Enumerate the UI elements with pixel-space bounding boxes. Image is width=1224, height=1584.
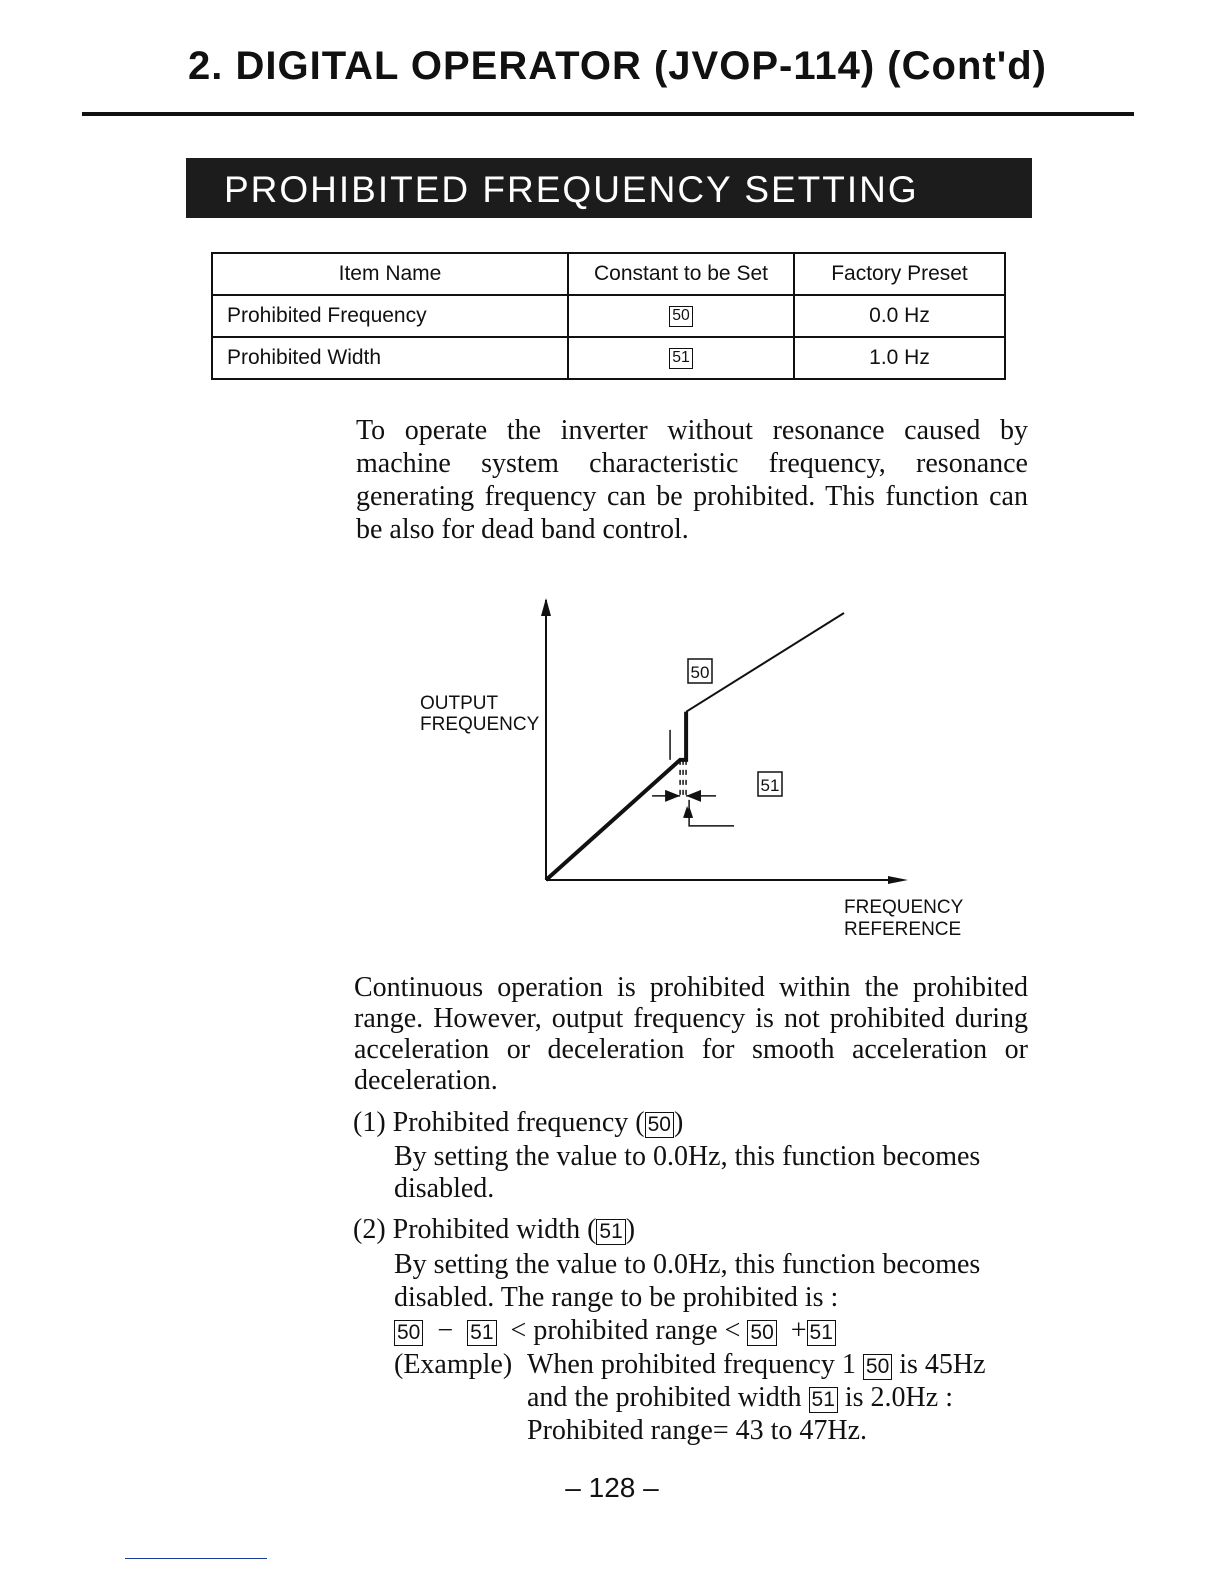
page-number: – 128 – — [565, 1472, 659, 1503]
y-axis-label-line1: OUTPUT — [420, 693, 499, 714]
example-line1-value: is 45Hz — [899, 1349, 986, 1380]
constant-key: 51 — [809, 1387, 838, 1413]
constant-key: 51 — [596, 1219, 625, 1245]
constant-cell — [568, 337, 794, 379]
formula-less-than: < — [724, 1315, 741, 1346]
item2-heading — [353, 1214, 635, 1246]
item1-line1: By setting the value to 0.0Hz, this function becomes — [394, 1141, 981, 1172]
label-51-text: 51 — [760, 776, 780, 795]
constant-key: 50 — [747, 1320, 776, 1346]
formula-plus: + — [790, 1315, 807, 1346]
table-header-row — [212, 253, 1005, 295]
table-header: Constant to be Set — [568, 253, 794, 295]
item-name-cell: Prohibited Frequency — [212, 295, 568, 337]
y-axis-arrow — [541, 598, 551, 616]
continuous-operation-paragraph: Continuous operation is prohibited within the prohibited range. However, output frequency is not prohibited during acceleration or deceleration for smooth acceleration or deceleration. — [354, 972, 1028, 1096]
x-axis-label-line2: REFERENCE — [844, 919, 962, 940]
x-axis-label-line1: FREQUENCY — [844, 897, 964, 918]
example-line1 — [527, 1349, 986, 1381]
label-50 — [688, 659, 712, 683]
label-51 — [758, 772, 782, 796]
example-label: (Example) — [394, 1349, 513, 1380]
item1-line2: disabled. — [394, 1173, 495, 1204]
label-50-text: 50 — [690, 663, 710, 682]
example-line1-text: When prohibited frequency 1 — [527, 1349, 856, 1380]
example-line3: Prohibited range= 43 to 47Hz. — [527, 1415, 868, 1446]
example-line2-text: and the prohibited width — [527, 1382, 802, 1413]
item1-heading-close: ) — [673, 1107, 684, 1138]
width-bracket — [689, 800, 734, 826]
formula-less-than: < — [510, 1315, 527, 1346]
formula-middle: prohibited range — [533, 1315, 718, 1346]
constant-key: 50 — [645, 1112, 674, 1138]
constant-key: 50 — [669, 306, 693, 326]
item1-heading-text: (1) Prohibited frequency ( — [353, 1107, 645, 1138]
constant-key: 51 — [807, 1320, 836, 1346]
section-title: PROHIBITED FREQUENCY SETTING — [224, 169, 919, 210]
item2-line1: By setting the value to 0.0Hz, this function becomes — [394, 1249, 981, 1280]
section-banner — [186, 158, 1032, 218]
item1-heading — [353, 1107, 683, 1139]
preset-cell: 1.0 Hz — [794, 337, 1005, 379]
example-line2 — [527, 1382, 953, 1414]
table-header: Factory Preset — [794, 253, 1005, 295]
formula-minus: − — [437, 1315, 454, 1346]
example-line2-value: is 2.0Hz : — [844, 1382, 953, 1413]
item2-heading-close: ) — [625, 1214, 636, 1245]
item2-line2: disabled. The range to be prohibited is : — [394, 1282, 839, 1313]
item-name-cell: Prohibited Width — [212, 337, 568, 379]
item2-heading-text: (2) Prohibited width ( — [353, 1214, 597, 1245]
table-row — [212, 337, 1005, 379]
constant-key: 51 — [467, 1320, 496, 1346]
intro-paragraph: To operate the inverter without resonance caused by machine system characteristic frequency, resonance generating frequency can be prohibited. This function can be also for dead band control. — [356, 415, 1028, 545]
page-header-title: 2. DIGITAL OPERATOR (JVOP-114) (Cont'd) — [188, 44, 1047, 88]
constant-key: 50 — [863, 1354, 892, 1380]
table-header: Item Name — [212, 253, 568, 295]
table-row — [212, 295, 1005, 337]
constant-cell — [568, 295, 794, 337]
x-axis-arrow — [888, 876, 908, 884]
y-axis-label-line2: FREQUENCY — [420, 714, 540, 735]
footer-rule — [125, 1558, 267, 1559]
constant-key: 51 — [669, 348, 693, 368]
preset-cell: 0.0 Hz — [794, 295, 1005, 337]
settings-table — [211, 252, 1006, 380]
prohibited-range-formula — [394, 1315, 836, 1347]
constant-key: 50 — [394, 1320, 423, 1346]
output-frequency-line-tail — [686, 613, 844, 712]
header-rule — [82, 112, 1134, 116]
prohibited-frequency-chart — [400, 570, 980, 950]
